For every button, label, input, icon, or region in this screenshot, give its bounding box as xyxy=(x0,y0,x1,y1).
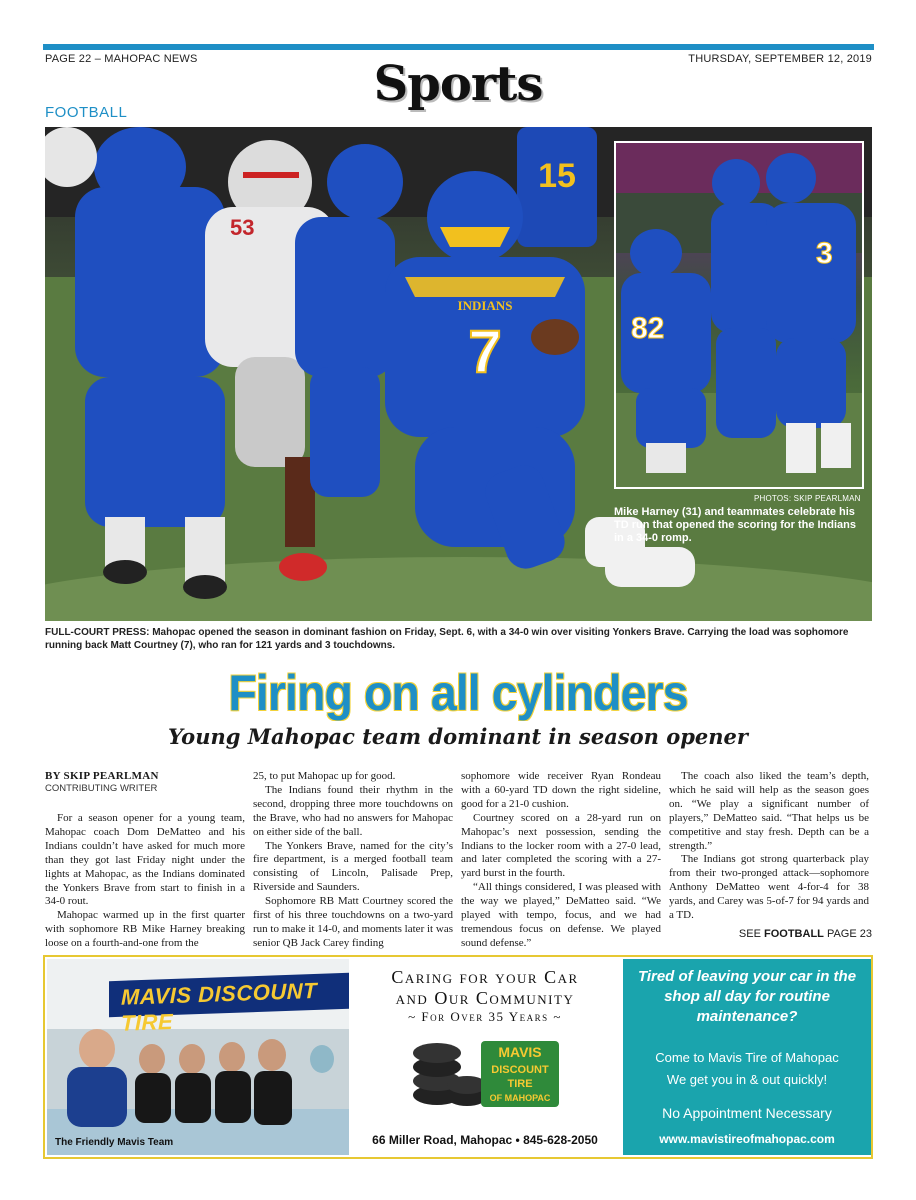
section-label: FOOTBALL xyxy=(45,104,128,121)
paragraph: Courtney scored on a 28-yard run on Mahopac’s next possession, sending the Indians to the locker room with a 27-0 lead, and later completed the scoring with a 27-yard burst in the fourth. xyxy=(461,811,661,880)
byline-role: CONTRIBUTING WRITER xyxy=(45,783,158,794)
main-photo-caption: FULL-COURT PRESS: Mahopac opened the season in dominant fashion on Friday, Sept. 6, with a 34-0 win over visiting Yonkers Brave. Carrying the load was sophomore running back Matt Courtney (7), who ran for 121 yards and 3 touchdowns. xyxy=(45,627,849,651)
ad-right-panel xyxy=(623,959,871,1155)
runner-jersey-number: 7 xyxy=(468,318,502,385)
ad-center-panel xyxy=(349,959,621,1155)
article-column-4 xyxy=(669,770,869,923)
jump-page: PAGE 23 xyxy=(826,928,872,940)
ad-team-photo xyxy=(47,959,349,1155)
issue-date: THURSDAY, SEPTEMBER 12, 2019 xyxy=(688,53,872,65)
jump-prefix: SEE xyxy=(738,928,761,940)
ad-tagline-2: and Our Community xyxy=(395,988,575,1008)
ad-tagline-1: Caring for your Car xyxy=(391,967,579,987)
jump-line xyxy=(739,928,872,940)
inset-jersey-82: 82 xyxy=(631,312,665,345)
byline: BY SKIP PEARLMAN xyxy=(45,770,159,782)
paragraph: Mahopac warmed up in the first quarter with sophomore RB Mike Harney breaking loose on a fourth-and-one from the xyxy=(45,909,245,950)
ad-photo-label: The Friendly Mavis Team xyxy=(55,1137,174,1148)
ad-banner-text: MAVIS DISCOUNT TIRE xyxy=(121,977,318,1036)
paragraph: “All things considered, I was pleased with the way we played,” DeMatteo said. “We played with tempo, focus, and we had tremendous focus on defense. We played sound defense.” xyxy=(461,881,661,949)
logo-text-4: OF MAHOPAC xyxy=(489,1093,551,1103)
paragraph: Sophomore RB Matt Courtney scored the first of his three touchdowns on a two-yard run to make it 14-0, and moments later it was senior QB Jack Carey finding xyxy=(253,895,453,949)
ad-come-line: Come to Mavis Tire of Mahopac xyxy=(655,1050,839,1065)
inset-photo xyxy=(614,141,864,489)
logo-text-3: TIRE xyxy=(507,1078,533,1090)
article-column-3 xyxy=(461,770,661,951)
paragraph: The coach also liked the team’s depth, which he said will help as the season goes on. “We play a significant number of players,” DeMatteo said. “That helps us be competitive and stay fresh. Depth can be a strength.” xyxy=(669,770,869,852)
paragraph: The Indians got strong quarterback play from their two-pronged attack—sophomore Anthony DeMatteo went 4-for-4 for 38 yards, and Carey was 5-of-7 for 94 yards and a TD. xyxy=(669,853,869,922)
inset-caption: Mike Harney (31) and teammates celebrate his TD run that opened the scoring for the Indians in a 34-0 romp. xyxy=(614,506,857,544)
runner-team-name: INDIANS xyxy=(457,298,513,313)
photo-credit: PHOTOS: SKIP PEARLMAN xyxy=(754,494,861,503)
ad-address: 66 Miller Road, Mahopac • 845-628-2050 xyxy=(372,1133,598,1147)
page-folio: PAGE 22 – MAHOPAC NEWS xyxy=(45,53,198,65)
ad-quick-line: We get you in & out quickly! xyxy=(666,1072,828,1087)
inset-photo-illustration xyxy=(616,143,862,487)
paragraph: sophomore wide receiver Ryan Rondeau with a 60-yard TD down the right sideline, good for a 21-0 cushion. xyxy=(461,770,661,810)
section-masthead: Sports xyxy=(373,56,543,112)
logo-text-1: MAVIS xyxy=(498,1044,542,1060)
inset-jersey-31: 3 xyxy=(816,237,833,270)
opponent-jersey-number: 53 xyxy=(230,215,255,240)
mavis-advertisement xyxy=(43,955,873,1159)
ad-question: Tired of leaving your car in the shop all day for routine maintenance? xyxy=(637,968,857,1025)
paragraph: 25, to put Mahopac up for good. xyxy=(253,770,396,782)
bg-jersey-number: 15 xyxy=(538,157,576,195)
ad-store-banner xyxy=(109,973,349,1036)
jump-section: FOOTBALL xyxy=(764,928,824,940)
paragraph: The Indians found their rhythm in the second, dropping three more touchdowns on the Brave, who had no answers for Mahopac on either side of the ball. xyxy=(253,783,453,838)
ad-no-appointment: No Appointment Necessary xyxy=(662,1105,832,1121)
paragraph: The Yonkers Brave, named for the city’s fire department, is a merged football team consisting of Lincoln, Palisade Prep, Riverside and Saunders. xyxy=(253,839,453,894)
ad-website-link[interactable]: www.mavistireofmahopac.com xyxy=(659,1132,835,1146)
top-rule xyxy=(43,44,874,50)
article-column-2 xyxy=(253,770,453,951)
mavis-logo xyxy=(409,1035,561,1113)
ad-tagline-3: ~ For Over 35 Years ~ xyxy=(408,1009,562,1024)
article-subhead: Young Mahopac team dominant in season opener xyxy=(168,724,748,749)
logo-text-2: DISCOUNT xyxy=(491,1064,549,1076)
article-headline: Firing on all cylinders xyxy=(228,665,688,721)
article-column-1 xyxy=(45,812,245,951)
paragraph: For a season opener for a young team, Mahopac coach Dom DeMatteo and his Indians couldn’t have asked for much more than they got last Friday night under the lights at Mahopac, as the Indians dominated the Yonkers Brave from start to finish in a 34-0 rout. xyxy=(45,812,245,908)
